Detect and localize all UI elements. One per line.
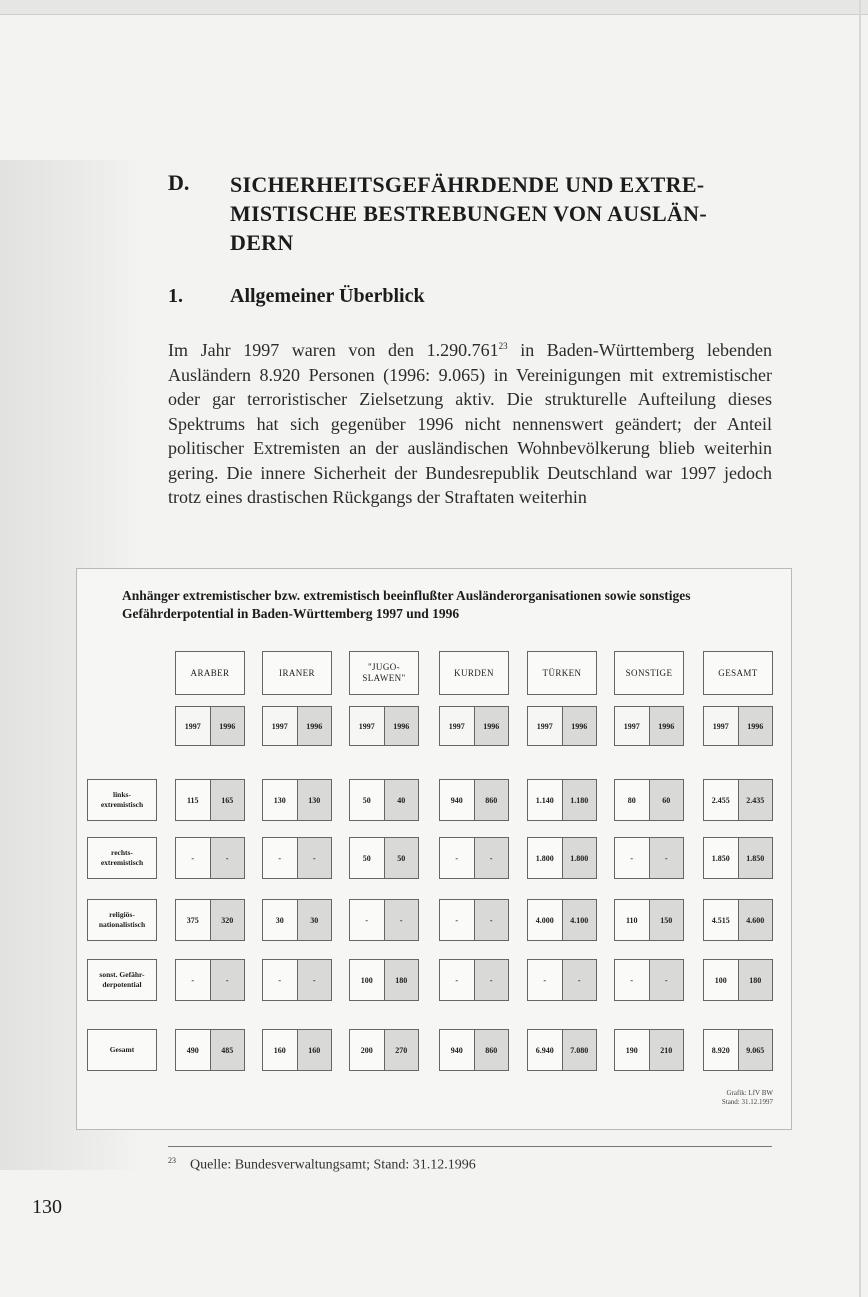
value-1997: 200 [360, 1045, 373, 1055]
year-header-pair [439, 706, 509, 746]
value-1997: 6.940 [535, 1045, 554, 1055]
year-label: 1997 [448, 721, 465, 731]
value-cell-pair [439, 1029, 509, 1071]
year-header-pair [349, 706, 419, 746]
heading-title: SICHERHEITSGEFÄHRDENDE UND EXTRE- MISTISCHE BESTREBUNGEN VON AUSLÄN- DERN [230, 172, 707, 255]
value-1997: 1.850 [711, 853, 730, 863]
value-1997: - [191, 853, 195, 863]
year-label: 1997 [358, 721, 375, 731]
credit-line: Stand: 31.12.1997 [721, 1098, 773, 1106]
value-cell-pair [175, 959, 245, 1001]
value-1996: 180 [384, 960, 419, 1000]
chart-credit [722, 1089, 773, 1107]
value-1997: 4.000 [535, 915, 554, 925]
value-cell-pair [262, 779, 332, 821]
year-label: 1996 [562, 707, 597, 745]
value-cell-pair [703, 837, 773, 879]
year-label: 1997 [623, 721, 640, 731]
value-1996: - [649, 838, 684, 878]
value-1996: 1.180 [562, 780, 597, 820]
value-1997: - [278, 853, 282, 863]
value-cell-pair [349, 837, 419, 879]
year-label: 1997 [271, 721, 288, 731]
value-1996: 1.850 [738, 838, 773, 878]
value-1997: 30 [275, 915, 284, 925]
row-label: rechts- extremistisch [87, 837, 157, 879]
section-number: 1. [168, 285, 183, 307]
value-cell-pair [439, 837, 509, 879]
body-text-rest: in Baden-Württemberg lebenden Ausländern 8.920 Personen (1996: 9.065) in Vereinigungen mit extremistischer oder gar terroristischer Zielsetzung aktiv. Die strukturelle Aufteilung dieses Spektrums hat sich gegenüber 1996 nicht nennenswert geändert; der Anteil politischer Extremisten an der ausländischen Wohnbevölkerung blieb weiterhin gering. Die innere Sicherheit der Bundesrepublik Deutschland war 1997 jedoch trotz eines drastischen Rückgangs der Straftaten weiterhin [168, 340, 772, 507]
value-1996: - [297, 960, 332, 1000]
value-1996: 270 [384, 1030, 419, 1070]
value-1997: 2.455 [711, 795, 730, 805]
value-cell-pair [349, 1029, 419, 1071]
value-1997: 50 [362, 795, 371, 805]
value-1997: 80 [627, 795, 636, 805]
value-1997: - [455, 853, 459, 863]
value-1997: 100 [714, 975, 727, 985]
value-cell-pair [527, 959, 597, 1001]
row-label: sonst. Gefähr- derpotential [87, 959, 157, 1001]
value-1996: - [474, 838, 509, 878]
value-1996: 160 [297, 1030, 332, 1070]
year-label: 1997 [536, 721, 553, 731]
value-cell-pair [349, 779, 419, 821]
footnote-text: Quelle: Bundesverwaltungsamt; Stand: 31.12.1996 [190, 1157, 476, 1173]
value-1996: - [210, 838, 245, 878]
value-1997: 940 [450, 795, 463, 805]
year-label: 1996 [738, 707, 773, 745]
value-1997: 940 [450, 1045, 463, 1055]
footnote [168, 1156, 476, 1174]
row-label: religiös- nationalistisch [87, 899, 157, 941]
value-1997: - [630, 853, 634, 863]
value-cell-pair [614, 1029, 684, 1071]
value-cell-pair [527, 837, 597, 879]
year-label: 1997 [712, 721, 729, 731]
value-1997: 100 [360, 975, 373, 985]
chart-table [76, 568, 792, 1130]
value-cell-pair [703, 959, 773, 1001]
value-cell-pair [175, 837, 245, 879]
value-cell-pair [614, 837, 684, 879]
year-header-pair [614, 706, 684, 746]
page-number: 130 [32, 1196, 62, 1218]
value-1997: 4.515 [711, 915, 730, 925]
value-1996: - [474, 960, 509, 1000]
column-header: GESAMT [703, 651, 773, 695]
value-cell-pair [614, 959, 684, 1001]
column-header: ARABER [175, 651, 245, 695]
value-cell-pair [527, 899, 597, 941]
column-header: KURDEN [439, 651, 509, 695]
row-label: Gesamt [87, 1029, 157, 1071]
value-cell-pair [175, 899, 245, 941]
heading-number: D. [168, 170, 190, 195]
value-1996: 150 [649, 900, 684, 940]
row-label: links- extremistisch [87, 779, 157, 821]
value-1996: 860 [474, 780, 509, 820]
value-cell-pair [175, 779, 245, 821]
value-cell-pair [262, 1029, 332, 1071]
value-1996: 1.800 [562, 838, 597, 878]
value-1996: 4.100 [562, 900, 597, 940]
value-cell-pair [349, 959, 419, 1001]
year-label: 1996 [474, 707, 509, 745]
value-1996: 485 [210, 1030, 245, 1070]
value-cell-pair [439, 779, 509, 821]
value-cell-pair [527, 779, 597, 821]
year-label: 1996 [384, 707, 419, 745]
value-cell-pair [262, 899, 332, 941]
value-1996: 165 [210, 780, 245, 820]
year-header-pair [703, 706, 773, 746]
value-cell-pair [349, 899, 419, 941]
column-header: "JUGO- SLAWEN" [349, 651, 419, 695]
value-1997: - [455, 975, 459, 985]
column-header: TÜRKEN [527, 651, 597, 695]
year-header-pair [175, 706, 245, 746]
value-1997: 130 [273, 795, 286, 805]
section-title: Allgemeiner Überblick [230, 285, 425, 307]
value-1996: - [562, 960, 597, 1000]
value-1996: - [649, 960, 684, 1000]
value-1996: 40 [384, 780, 419, 820]
value-cell-pair [262, 837, 332, 879]
chart-title: Anhänger extremistischer bzw. extremistisch beeinflußter Ausländerorganisationen sowie sonstiges Gefährderpotential in Baden-Württemberg 1997 und 1996 [122, 588, 691, 621]
value-1996: - [297, 838, 332, 878]
value-cell-pair [703, 1029, 773, 1071]
value-1996: 4.600 [738, 900, 773, 940]
value-1997: 115 [186, 795, 199, 805]
year-label: 1996 [210, 707, 245, 745]
value-1997: - [455, 915, 459, 925]
body-paragraph [168, 338, 772, 510]
value-cell-pair [439, 959, 509, 1001]
value-cell-pair [614, 899, 684, 941]
value-1997: 1.800 [535, 853, 554, 863]
value-1996: 210 [649, 1030, 684, 1070]
value-1997: - [630, 975, 634, 985]
footnote-number: 23 [168, 1156, 176, 1165]
value-1996: - [474, 900, 509, 940]
value-cell-pair [439, 899, 509, 941]
value-1997: - [191, 975, 195, 985]
credit-line: Grafik: LfV BW [726, 1089, 773, 1097]
value-1997: - [365, 915, 369, 925]
top-scan-edge [0, 0, 868, 15]
year-label: 1996 [297, 707, 332, 745]
footnote-rule [168, 1146, 772, 1147]
value-cell-pair [262, 959, 332, 1001]
body-text-start: Im Jahr 1997 waren von den 1.290.761 [168, 340, 499, 360]
value-1997: 190 [625, 1045, 638, 1055]
right-scan-edge [859, 0, 861, 1297]
value-1997: 1.140 [535, 795, 554, 805]
value-1997: 160 [273, 1045, 286, 1055]
value-1997: - [543, 975, 547, 985]
value-cell-pair [703, 899, 773, 941]
column-header: SONSTIGE [614, 651, 684, 695]
value-1997: - [278, 975, 282, 985]
value-1996: 320 [210, 900, 245, 940]
value-1997: 490 [186, 1045, 199, 1055]
value-1996: 860 [474, 1030, 509, 1070]
value-1996: 60 [649, 780, 684, 820]
value-1996: 30 [297, 900, 332, 940]
value-1996: 180 [738, 960, 773, 1000]
footnote-reference: 23 [498, 341, 508, 351]
value-1996: 50 [384, 838, 419, 878]
column-header: IRANER [262, 651, 332, 695]
value-1996: 9.065 [738, 1030, 773, 1070]
value-1996: - [384, 900, 419, 940]
value-1996: 7.080 [562, 1030, 597, 1070]
value-1997: 375 [186, 915, 199, 925]
year-header-pair [262, 706, 332, 746]
value-1996: - [210, 960, 245, 1000]
value-1997: 110 [625, 915, 638, 925]
year-label: 1996 [649, 707, 684, 745]
year-header-pair [527, 706, 597, 746]
value-1996: 130 [297, 780, 332, 820]
value-cell-pair [527, 1029, 597, 1071]
value-cell-pair [614, 779, 684, 821]
year-label: 1997 [184, 721, 201, 731]
value-cell-pair [175, 1029, 245, 1071]
value-cell-pair [703, 779, 773, 821]
value-1996: 2.435 [738, 780, 773, 820]
value-1997: 50 [362, 853, 371, 863]
value-1997: 8.920 [711, 1045, 730, 1055]
